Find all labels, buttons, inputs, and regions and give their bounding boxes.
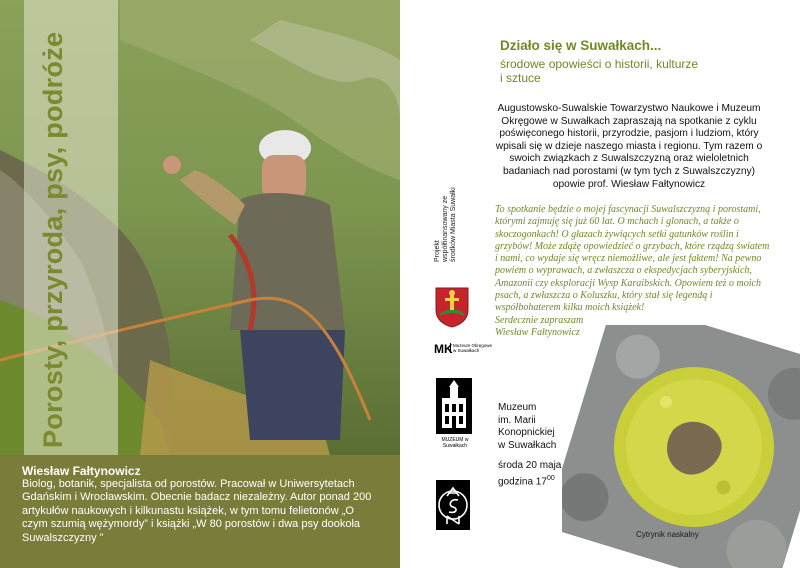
mk-letters: MK (434, 342, 453, 356)
asn-society-logo-icon (436, 480, 470, 530)
author-letter (495, 204, 770, 339)
letter-closing: Serdecznie zapraszam (495, 314, 584, 326)
venue-line: Muzeum (498, 402, 537, 413)
museum-logo-caption: MUZEUM w Suwałkach (441, 437, 469, 449)
author-name: Wiesław Fałtynowicz (22, 464, 141, 478)
venue-line: Konopnickiej (498, 427, 555, 438)
venue-line: im. Marii (498, 414, 536, 426)
project-note: Projekt współfinansowany ze środków Miasta Suwałki (434, 187, 457, 262)
event-intro: Augustowsko-Suwalskie Towarzystwo Naukowe i Muzeum Okręgowe w Suwałkach zapraszają na spotkanie z cyklu poświęconego historii, przyrodzie, pasjom i ludziom, który wpisali się w dzieje naszego miasta i regionu. Tym razem o swoich związkach z Suwalszczyzną oraz wieloletnich badaniach nad porostami (w tym tych z Suwalszczyzny) opowie prof. Wiesław Fałtynowicz (495, 103, 763, 190)
vertical-title: Porosty, przyroda, psy, podróże (38, 31, 68, 448)
author-bio: Biolog, botanik, specjalista od porostów. Pracował w Uniwersytetach Gdańskim i Wrocławskim. Obecnie badacz niezależny. Autor ponad 200 artykułów naukowych i kilkunastu książek, w tym tomu felietonów „O czym szumią wężymordy” i książki „W 80 porostów i dwa psy dookoła Suwalszczyzny ” (22, 478, 372, 544)
letter-body: To spotkanie będzie o mojej fascynacji Suwalszczyzną i porostami, którymi zajmuję się już 60 lat. O mchach i glonach, a także o skoczogonkach! O głazach żywiących setki gatunków roślin i grzybów! Może zdążę opowiedzieć o grzybach, które rządzą światem i nami, co wydaje się wręcz niemożliwe, ale jest faktem! Na pewno powiem o wyprawach, a zwłaszcza o ekspedycjach syberyjskich, Amazonii czy eksploracji Wysp Karaibskich. Opowiem też o moich psach, a zwłaszcza o Koluszku, który stał się legendą i współbohaterem kilku moich książek! (495, 204, 770, 314)
suwalki-coat-of-arms-icon (434, 286, 470, 328)
event-time-suffix: 00 (546, 474, 555, 482)
mk-logo (434, 342, 494, 360)
event-time-prefix: godzina 17 (498, 475, 547, 487)
lichen-caption: Cytrynik naskalny (636, 530, 699, 539)
event-subtitle: środowe opowieści o historii, kulturze i sztuce (500, 57, 699, 85)
event-title: Działo się w Suwałkach... (500, 38, 662, 53)
right-panel (400, 0, 800, 568)
mk-text: Muzeum Okręgowe w Suwałkach (450, 343, 494, 353)
letter-signature: Wiesław Fałtynowicz (495, 326, 580, 338)
venue-line: w Suwałkach (498, 439, 557, 451)
event-day: środa 20 maja (498, 460, 562, 471)
author-box (0, 455, 400, 568)
